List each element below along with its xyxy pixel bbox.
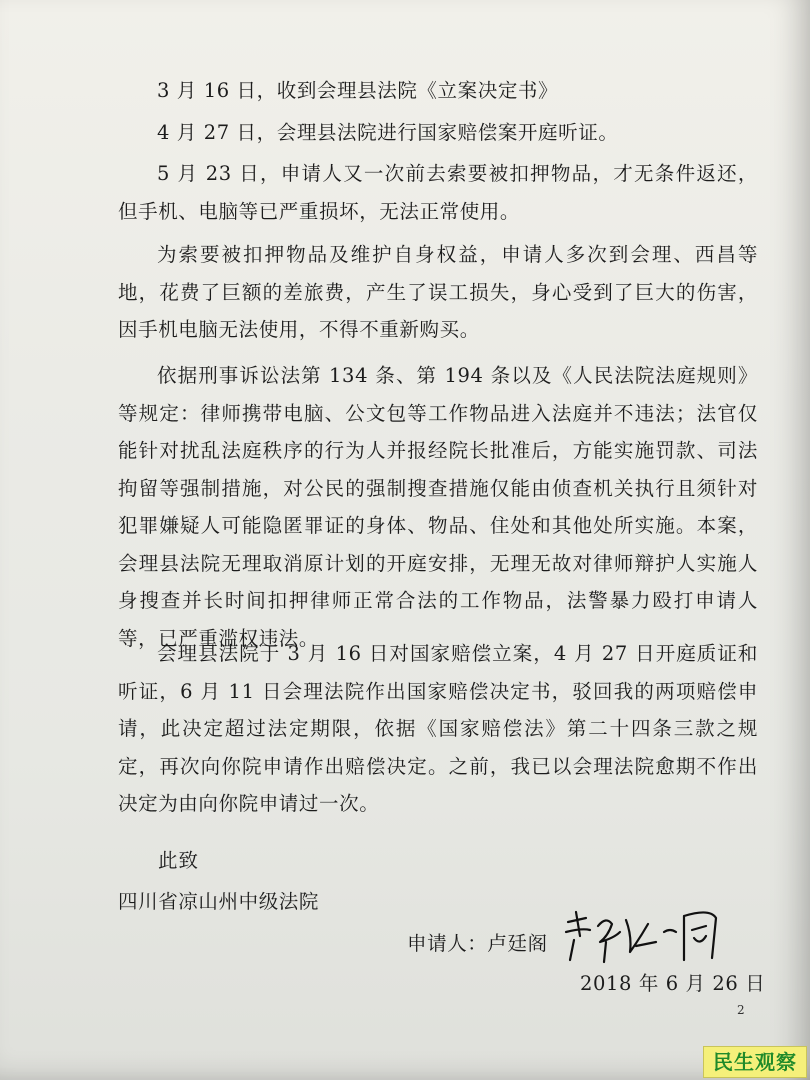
paragraph-filing-date: 3 月 16 日，收到会理县法院《立案决定书》 (157, 79, 559, 102)
handwritten-signature (560, 902, 730, 972)
recipient-court: 四川省凉山州中级法院 (118, 890, 320, 913)
watermark-logo: 民生观察 (703, 1046, 807, 1078)
paragraph-hearing-date: 4 月 27 日，会理县法院进行国家赔偿案开庭听证。 (157, 121, 619, 144)
paragraph-request: 会理县法院于 3 月 16 日对国家赔偿立案，4 月 27 日开庭质证和听证，6 月 11 日会理法院作出国家赔偿决定书，驳回我的两项赔偿申请，此决定超过法定期限，依据《国家赔偿法》第二十四条三款之规定，再次向你院申请作出赔偿决定。之前，我已以会理法院愈期不作出决定为由向你院申请过一次。 (118, 642, 758, 815)
paragraph-items-returned: 5 月 23 日，申请人又一次前去索要被扣押物品，才无条件返还，但手机、电脑等已严重损坏，无法正常使用。 (118, 162, 758, 223)
page-number: 2 (737, 1003, 745, 1017)
applicant-name: 申请人：卢廷阁 (407, 932, 548, 955)
closing-salutation: 此致 (158, 849, 200, 872)
paragraph-legal-basis: 依据刑事诉讼法第 134 条、第 194 条以及《人民法院法庭规则》等规定：律师携带电脑、公文包等工作物品进入法庭并不违法；法官仅能针对扰乱法庭秩序的行为人并报经院长批准后，方能实施罚款、司法拘留等强制措施，对公民的强制搜查措施仅能由侦查机关执行且须针对犯罪嫌疑人可能隐匿罪证的身体、物品、住处和其他处所实施。本案，会理县法院无理取消原计划的开庭安排，无理无故对律师辩护人实施人身搜查并长时间扣押律师正常合法的工作物品，法警暴力殴打申请人等，已严重滥权违法。 (118, 364, 758, 650)
paragraph-losses: 为索要被扣押物品及维护自身权益，申请人多次到会理、西昌等地，花费了巨额的差旅费，产生了误工损失，身心受到了巨大的伤害，因手机电脑无法使用，不得不重新购买。 (118, 243, 758, 341)
signing-date: 2018 年 6 月 26 日 (580, 972, 766, 995)
